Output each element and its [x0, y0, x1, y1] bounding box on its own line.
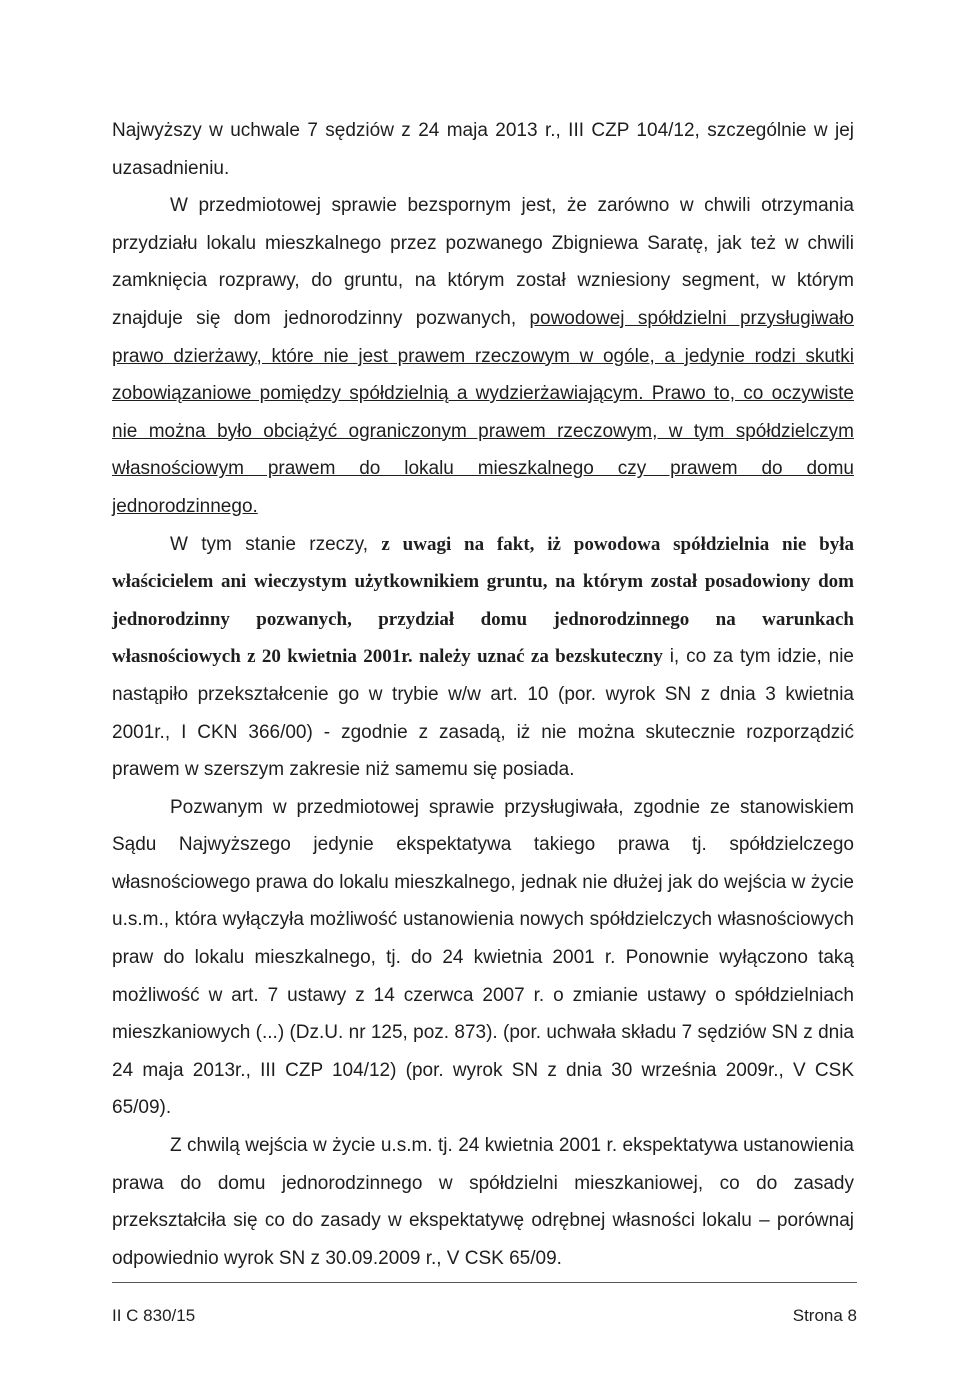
paragraph-5: Z chwilą wejścia w życie u.s.m. tj. 24 kwietnia 2001 r. ekspektatywa ustanowienia prawa do domu jednorodzinnego w spółdzielni mieszkaniowej, co do zasady przekształciła się co do zasady w ekspektatywę odrębnej własności lokalu – porównaj odpowiednio wyrok SN z 30.09.2009 r., V CSK 65/09. [112, 1135, 854, 1269]
document-body [112, 112, 854, 1277]
paragraph-1: Najwyższy w uchwale 7 sędziów z 24 maja 2013 r., III CZP 104/12, szczególnie w jej uzasadnieniu. [112, 120, 854, 179]
paragraph-4: Pozwanym w przedmiotowej sprawie przysługiwała, zgodnie ze stanowiskiem Sądu Najwyższego jedynie ekspektatywa takiego prawa tj. spółdzielczego własnościowego prawa do lokalu mieszkalnego, jednak nie dłużej jak do wejścia w życie u.s.m., która wyłączyła możliwość ustanowienia nowych spółdzielczych własnościowych praw do lokalu mieszkalnego, tj. do 24 kwietnia 2001 r. Ponownie wyłączono taką możliwość w art. 7 ustawy z 14 czerwca 2007 r. o zmianie ustawy o spółdzielniach mieszkaniowych (...) (Dz.U. nr 125, poz. 873). (por. uchwała składu 7 sędziów SN z dnia 24 maja 2013r., III CZP 104/12) (por. wyrok SN z dnia 30 września 2009r., V CSK 65/09). [112, 796, 854, 1119]
footer-divider [112, 1282, 857, 1283]
paragraph-3 [112, 526, 854, 789]
paragraph-3-rest: i, co za tym idzie, nie nastąpiło przekształcenie go w trybie w/w art. 10 (por. wyrok SN z dnia 3 kwietnia 2001r., I CKN 366/00) - zgodnie z zasadą, iż nie można skutecznie rozporządzić prawem w szerszym zakresie niż samemu się posiada. [112, 646, 854, 781]
paragraph-2-underlined: powodowej spółdzielni przysługiwało prawo dzierżawy, które nie jest prawem rzeczowym w ogóle, a jedynie rodzi skutki zobowiązaniowe pomiędzy spółdzielnią a wydzierżawiającym. Prawo to, co oczywiste nie można było obciążyć ograniczonym prawem rzeczowym, w tym spółdzielczym własnościowym prawem do lokalu mieszkalnego czy prawem do domu jednorodzinnego. [112, 307, 854, 517]
page-footer [112, 1306, 857, 1326]
paragraph-3-intro: W tym stanie rzeczy, [170, 533, 382, 555]
paragraph-2 [112, 187, 854, 525]
case-number: II C 830/15 [112, 1306, 196, 1325]
page-number: Strona 8 [792, 1306, 857, 1325]
paragraph-2-text: W przedmiotowej sprawie bezspornym jest, że zarówno w chwili otrzymania przydziału lokalu mieszkalnego przez pozwanego Zbigniewa Saratę, jak też w chwili zamknięcia rozprawy, do gruntu, na którym został wzniesiony segment, w którym znajduje się dom jednorodzinny pozwanych, [112, 195, 854, 329]
paragraph-3-bold: z uwagi na fakt, iż powodowa spółdzielnia nie była właścicielem ani wieczystym użytkownikiem gruntu, na którym został posadowiony dom jednorodzinny pozwanych, przydział domu jednorodzinnego na warunkach własnościowych z 20 kwietnia 2001r. należy uznać za bezskuteczny [112, 533, 854, 668]
